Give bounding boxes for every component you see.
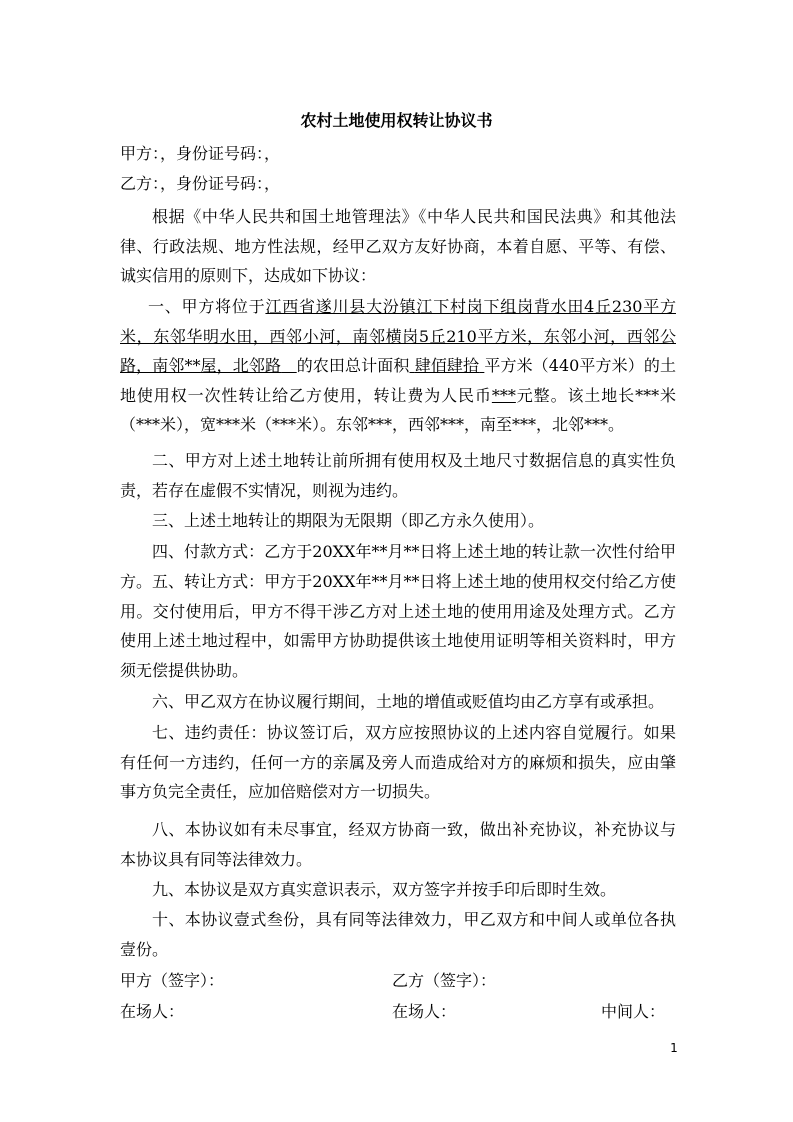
clause-4-paragraph: 四、付款方式：乙方于20XX年**月**日将上述土地的转让款一次性付给甲方。 <box>120 542 676 591</box>
witness-row <box>120 998 676 1026</box>
clause-1-mid-1: 的农田总计面积 <box>296 356 410 375</box>
party-b-line: 乙方：，身份证号码：， <box>120 174 281 193</box>
clause-1-location: 江西省遂川县大汾镇江下村岗下组岗背水田4丘230平方米，东邻华明水田，西邻小河，南邻横岗5丘210平方米，东邻小河，西邻公路，南邻**屋，北邻路 <box>120 297 676 375</box>
clause-5-paragraph: 五、转让方式：甲方于20XX年**月**日将上述土地的使用权交付给乙方使用。交付使用后，甲方不得干涉乙方对上述土地的使用用途及处理方式。乙方使用上述土地过程中，如需甲方协助提供该土地使用证明等相关资料时，甲方须无偿提供协助。 <box>120 572 676 680</box>
intermediary-label: 中间人： <box>601 1002 666 1021</box>
clause-9-paragraph: 九、本协议是双方真实意识表示，双方签字并按手印后即时生效。 <box>152 880 617 899</box>
clause-1-area <box>409 356 484 375</box>
clause-1-fee: *** <box>491 385 516 405</box>
clause-8-paragraph: 八、本协议如有未尽事宜，经双方协商一致，做出补充协议，补充协议与本协议具有同等法律效力。 <box>120 820 676 869</box>
clause-6-paragraph: 六、甲乙双方在协议履行期间，土地的增值或贬值均由乙方享有或承担。 <box>152 692 665 711</box>
party-a-line: 甲方：，身份证号码：， <box>120 144 281 163</box>
clause-3-paragraph: 三、上述土地转让的期限为无限期（即乙方永久使用）。 <box>152 511 545 530</box>
clause-1-paragraph <box>120 292 676 440</box>
party-b-signature-label: 乙方（签字）： <box>392 971 497 990</box>
clause-1-lead: 一、甲方将位于 <box>148 297 266 316</box>
signature-row <box>120 967 676 995</box>
clause-2-paragraph: 二、甲方对上述土地转让前所拥有使用权及土地尺寸数据信息的真实性负责，若存在虚假不实情况，则视为违约。 <box>120 451 676 500</box>
witness-a-label: 在场人： <box>120 1002 185 1021</box>
clause-1-mid-2: 平方米（440平方米）的土地使用权一次性转让给乙方使用，转让费为人民币 <box>120 356 676 405</box>
clause-1-tail: 元整。该土地长***米（***米），宽***米（***米）。东邻***，西邻***，南至***，北邻***。 <box>120 385 676 434</box>
party-a-signature-label: 甲方（签字）： <box>120 971 225 990</box>
clause-1-area-cn: 肆佰肆拾 <box>414 356 480 375</box>
document-title: 农村土地使用权转让协议书 <box>300 111 493 130</box>
clause-7-paragraph: 七、违约责任：协议签订后，双方应按照协议的上述内容自觉履行。如果有任何一方违约，任何一方的亲属及旁人而造成给对方的麻烦和损失，应由肇事方负完全责任，应加倍赔偿对方一切损失。 <box>120 723 676 801</box>
page-number: 1 <box>670 1041 678 1055</box>
clause-10-paragraph: 十、本协议壹式叁份，具有同等法律效力，甲乙双方和中间人或单位各执壹份。 <box>120 910 676 959</box>
preamble-paragraph: 根据《中华人民共和国土地管理法》《中华人民共和国民法典》和其他法律、行政法规、地方性法规，经甲乙双方友好协商，本着自愿、平等、有偿、诚实信用的原则下，达成如下协议： <box>120 207 676 285</box>
clause-1-blank-1 <box>281 356 297 375</box>
witness-b-label: 在场人： <box>392 1002 457 1021</box>
